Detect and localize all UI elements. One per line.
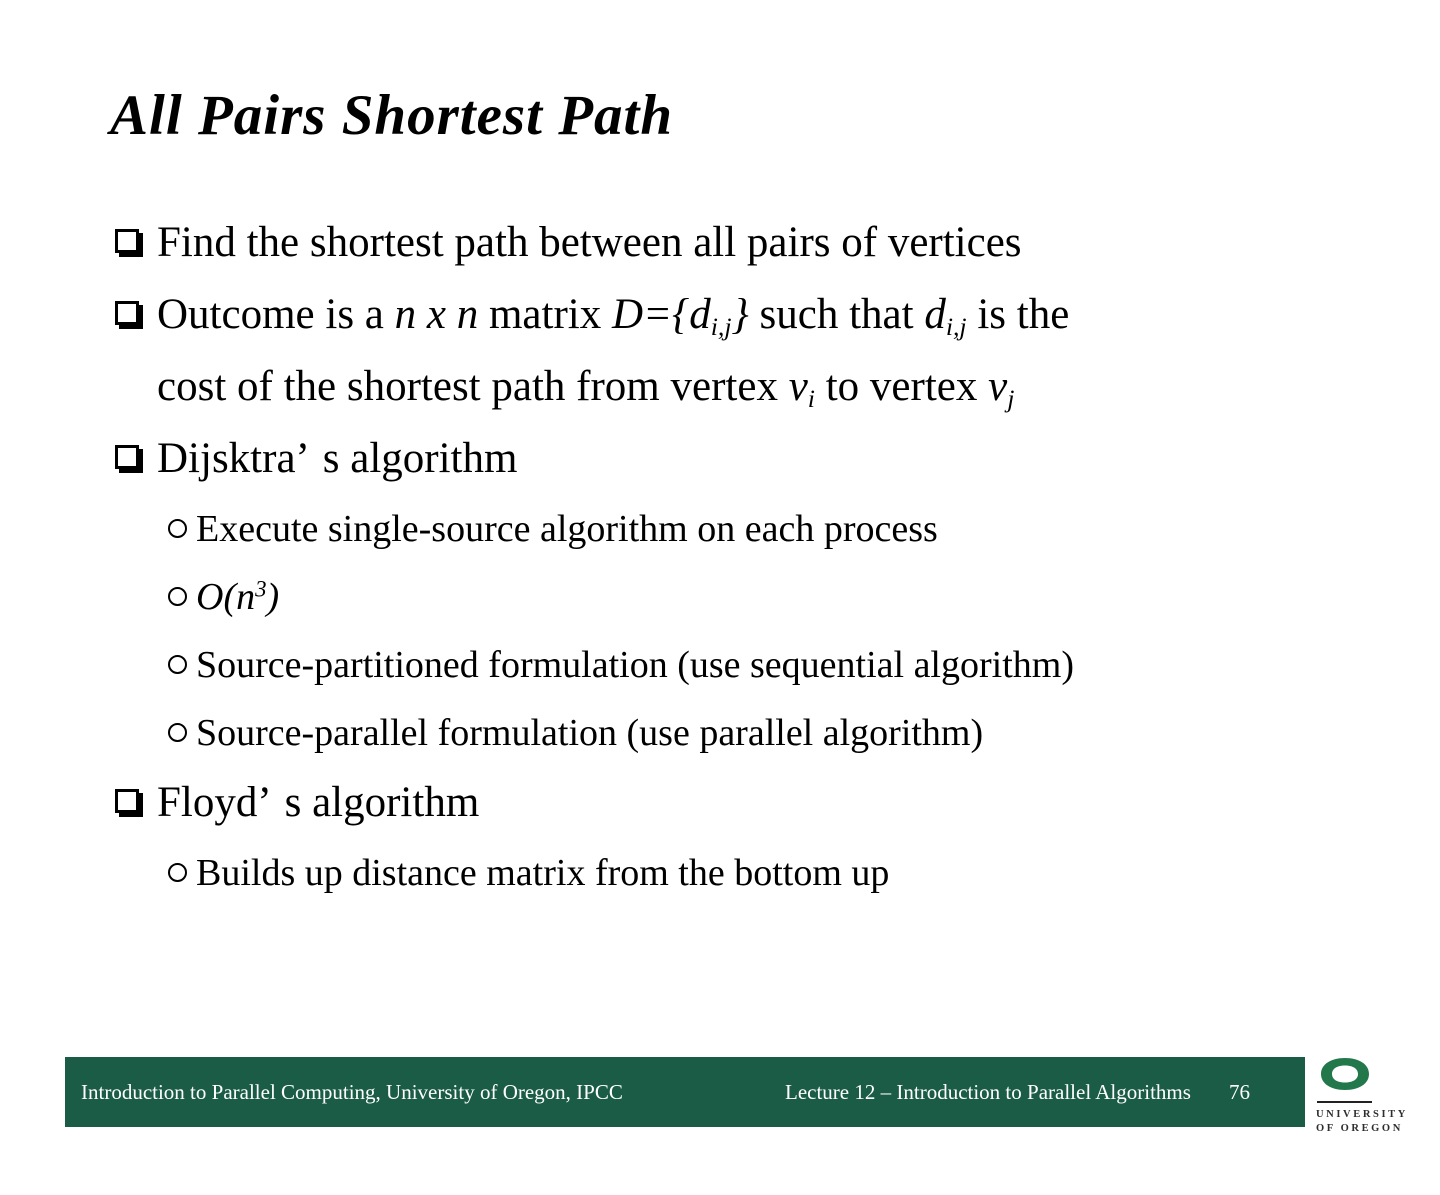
uo-o-icon xyxy=(1318,1056,1434,1097)
bullet-item xyxy=(115,279,1380,423)
bullet-text: $O(n^3)$ xyxy=(196,576,280,618)
bullet-text: Execute single-source algorithm on each process xyxy=(196,508,938,550)
circle-bullet-icon xyxy=(168,519,187,538)
square-bullet-icon xyxy=(115,445,139,469)
sub-bullet-item xyxy=(115,839,1380,907)
footer-course-text: Introduction to Parallel Computing, University of Oregon, IPCC xyxy=(81,1080,623,1104)
bullet-item xyxy=(115,207,1380,279)
bullet-text: Outcome is a n x n matrix D={di,j} such that di,j is the cost of the shortest path from vertex vi to vertex vj xyxy=(157,291,1070,414)
circle-bullet-icon xyxy=(168,863,187,882)
bullet-text: Floyd’ s algorithm xyxy=(157,779,480,826)
square-bullet-icon xyxy=(115,301,139,325)
circle-bullet-icon xyxy=(168,587,187,606)
bullet-list xyxy=(0,207,1440,907)
logo-divider xyxy=(1317,1101,1372,1103)
sub-bullet-item xyxy=(115,631,1380,699)
circle-bullet-icon xyxy=(168,723,187,742)
logo-text-line2: OF OREGON xyxy=(1316,1123,1403,1134)
footer-page-number: 76 xyxy=(1229,1080,1250,1104)
logo-text-line1: UNIVERSITY xyxy=(1316,1109,1408,1120)
footer-lecture-text: Lecture 12 – Introduction to Parallel Algorithms xyxy=(785,1080,1191,1104)
uo-logo xyxy=(1316,1056,1434,1136)
bullet-text: Dijsktra’ s algorithm xyxy=(157,435,518,482)
sub-bullet-item xyxy=(115,699,1380,767)
circle-bullet-icon xyxy=(168,655,187,674)
square-bullet-icon xyxy=(115,789,139,813)
footer-bar xyxy=(65,1057,1305,1127)
bullet-item xyxy=(115,423,1380,495)
sub-bullet-item xyxy=(115,563,1380,631)
square-bullet-icon xyxy=(115,229,139,253)
bullet-text: Builds up distance matrix from the bottom up xyxy=(196,852,890,894)
bullet-item xyxy=(115,767,1380,839)
slide-title: All Pairs Shortest Path xyxy=(110,84,674,147)
bullet-text: Source-partitioned formulation (use sequential algorithm) xyxy=(196,644,1074,686)
sub-bullet-item xyxy=(115,495,1380,563)
bullet-text: Source-parallel formulation (use parallel algorithm) xyxy=(196,712,984,754)
bullet-text: Find the shortest path between all pairs of vertices xyxy=(157,219,1022,266)
